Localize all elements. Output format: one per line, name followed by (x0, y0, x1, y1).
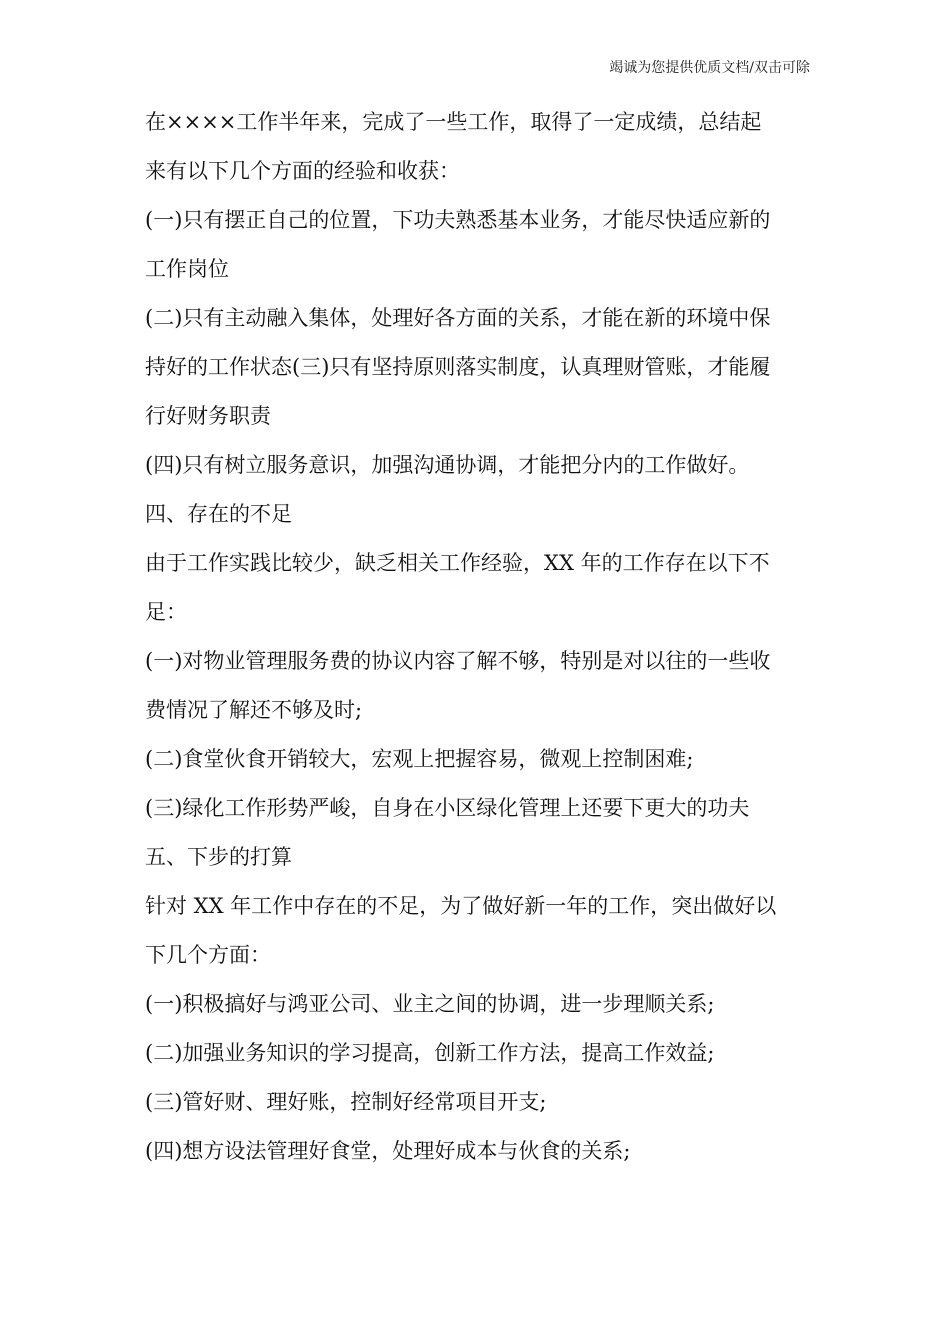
body-line: 来有以下几个方面的经验和收获： (145, 159, 460, 183)
body-line: (四)只有树立服务意识，加强沟通协调，才能把分内的工作做好。 (145, 453, 750, 477)
body-line: 下几个方面： (145, 943, 271, 967)
document-body (145, 98, 825, 1176)
body-line: (一)积极搞好与鸿亚公司、业主之间的协调，进一步理顺关系; (145, 992, 715, 1016)
body-line: 工作岗位 (145, 257, 229, 281)
body-line: 在××××工作半年来，完成了一些工作，取得了一定成绩，总结起 (145, 110, 762, 134)
header-note: 竭诚为您提供优质文档/双击可除 (609, 60, 810, 76)
section-heading: 五、下步的打算 (145, 845, 292, 869)
body-line: 足： (145, 600, 187, 624)
body-line: (一)只有摆正自己的位置，下功夫熟悉基本业务，才能尽快适应新的 (145, 208, 771, 232)
section-heading: 四、存在的不足 (145, 502, 292, 526)
body-line: (二)加强业务知识的学习提高，创新工作方法，提高工作效益; (145, 1041, 715, 1065)
body-line: 由于工作实践比较少，缺乏相关工作经验，XX 年的工作存在以下不 (145, 551, 770, 575)
body-line: (四)想方设法管理好食堂，处理好成本与伙食的关系; (145, 1139, 631, 1163)
body-line: (二)食堂伙食开销较大，宏观上把握容易，微观上控制困难; (145, 747, 694, 771)
body-line: (三)绿化工作形势严峻，自身在小区绿化管理上还要下更大的功夫 (145, 796, 750, 820)
body-line: 行好财务职责 (145, 404, 271, 428)
body-line: 持好的工作状态(三)只有坚持原则落实制度，认真理财管账，才能履 (145, 355, 771, 379)
body-line: (二)只有主动融入集体，处理好各方面的关系，才能在新的环境中保 (145, 306, 771, 330)
body-line: 针对 XX 年工作中存在的不足，为了做好新一年的工作，突出做好以 (145, 894, 777, 918)
body-line: 费情况了解还不够及时; (145, 698, 363, 722)
body-line: (三)管好财、理好账，控制好经常项目开支; (145, 1090, 547, 1114)
body-line: (一)对物业管理服务费的协议内容了解不够，特别是对以往的一些收 (145, 649, 771, 673)
